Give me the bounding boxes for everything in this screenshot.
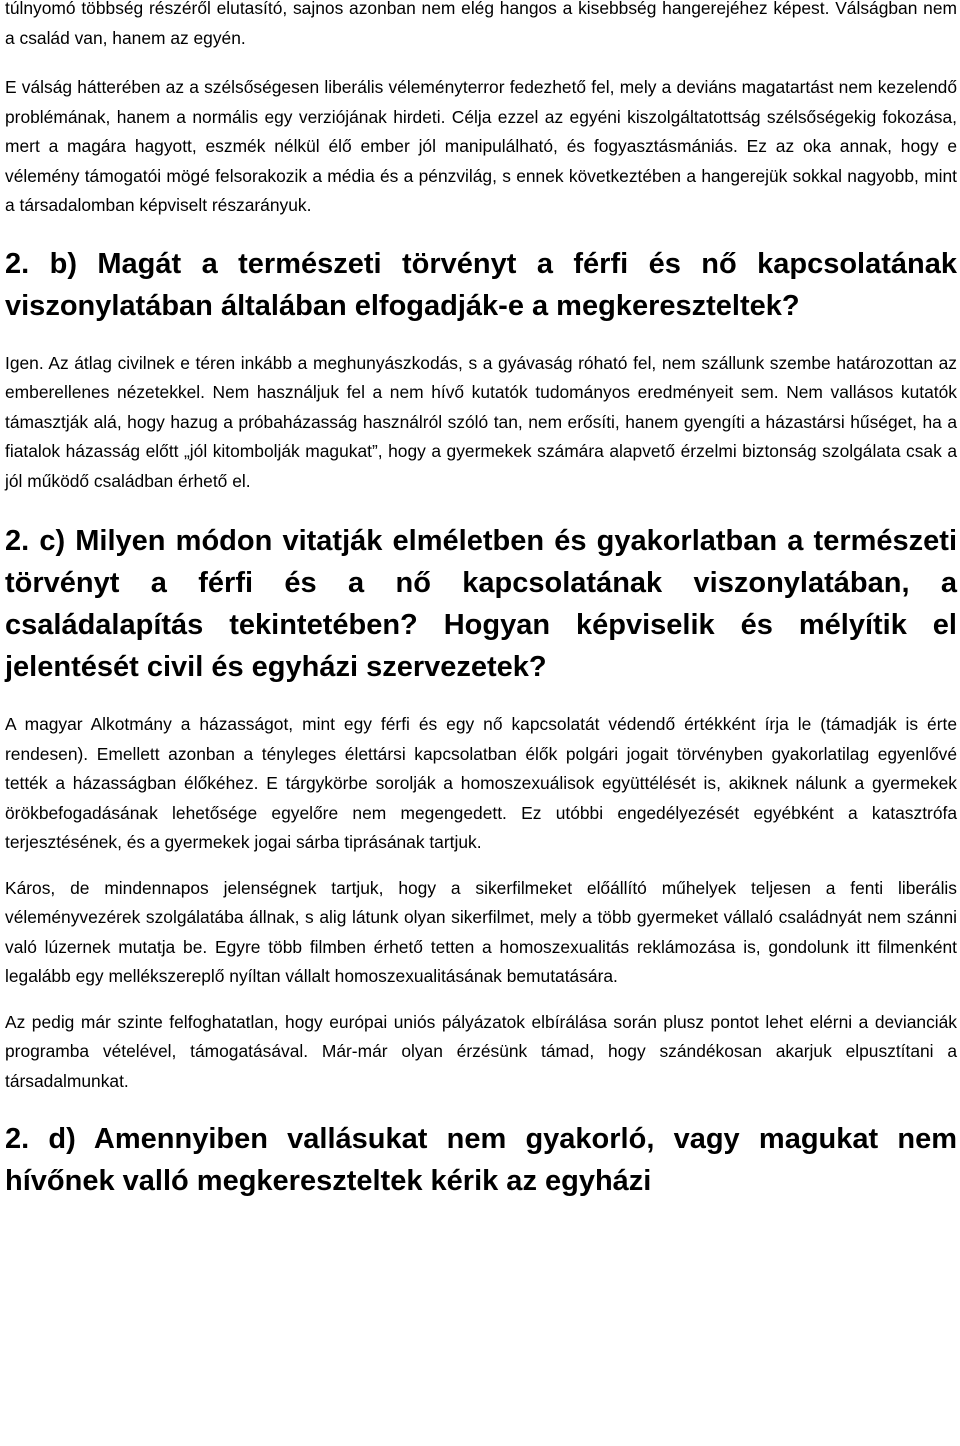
document-page [5, 0, 957, 1202]
heading-2c: 2. c) Milyen módon vitatják elméletben és gyakorlatban a természeti törvényt a férfi és a nő kapcsolatának viszonylatában, a családalapítás tekintetében? Hogyan képviselik és mélyítik el jelentését civil és egyházi szervezetek? [5, 525, 957, 683]
paragraph-6: Az pedig már szinte felfoghatatlan, hogy európai uniós pályázatok elbírálása során plusz pontot lehet elérni a devianciák programba vételével, támogatásával. Már-már olyan érzésünk támad, hogy szándékosan akarjuk elpusztítani a társadalmunkat. [5, 1011, 957, 1091]
paragraph-5: Káros, de mindennapos jelenségnek tartjuk, hogy a sikerfilmeket előállító műhelyek teljesen a fenti liberális véleményvezérek szolgálatába állnak, s alig látunk olyan sikerfilmet, mely a több gyermeket vállaló családnyát nem szánni való lúzernek mutatja be. Egyre több filmben érhető tetten a homoszexualitás reklámozása is, gondolunk itt filmenként legalább egy mellékszereplő nyíltan vállalt homoszexualitásának bemutatására. [5, 877, 957, 986]
paragraph-1: túlnyomó többség részéről elutasító, sajnos azonban nem elég hangos a kisebbség hangerejéhez képest. Válságban nem a család van, hanem az egyén. [5, 0, 957, 48]
paragraph-4: A magyar Alkotmány a házasságot, mint egy férfi és egy nő kapcsolatát védendő értékként írja le (támadják is érte rendesen). Emellett azonban a tényleges élettársi kapcsolatban élők polgári jogait törvényben gyakorlatilag egyenlővé tették a házasságban élőkéhez. E tárgykörbe sorolják a homoszexuálisok együttélését is, akiknek nálunk a gyermekek örökbefogadásának lehetősége egyelőre nem megengedett. Ez utóbbi engedélyezését egyébként a katasztrófa terjesztésének, és a gyermekek jogai sárba tiprásának tartjuk. [5, 714, 957, 852]
heading-2d: 2. d) Amennyiben vallásukat nem gyakorló, vagy magukat nem hívőnek valló megkereszteltek kérik az egyházi [5, 1123, 957, 1197]
paragraph-3: Igen. Az átlag civilnek e téren inkább a meghunyászkodás, s a gyávaság róható fel, nem szállunk szembe határozottan az emberellenes nézetekkel. Nem használjuk fel a nem hívő kutatók tudományos eredményeit sem. Nem vallásos kutatók támasztják alá, hogy hazug a próbaházasság használról szóló tan, nem erősíti, hanem gyengíti a házastársi hűséget, ha a fiatalok házasság előtt „jól kitombolják magukat”, hogy a gyermekek számára alapvető érzelmi biztonság szolgálata csak a jól működő családban érhető el. [5, 352, 957, 491]
paragraph-2: E válság hátterében az a szélsőségesen liberális véleményterror fedezhető fel, mely a deviáns magatartást nem kezelendő problémának, hanem a normális egy verziójának hirdeti. Célja ezzel az egyéni kiszolgáltatottság szélsőségekig fokozása, mert a magára hagyott, eszmék nélkül élő ember jól manipulálható, és fogyasztásmániás. Ez az oka annak, hogy e vélemény támogatói mögé felsorakozik a média és a pénzvilág, s ennek következtében a hangerejük sokkal nagyobb, mint a társadalomban képviselt részarányuk. [5, 77, 957, 215]
heading-2b: 2. b) Magát a természeti törvényt a férfi és nő kapcsolatának viszonylatában általában elfogadják-e a megkereszteltek? [5, 247, 957, 322]
